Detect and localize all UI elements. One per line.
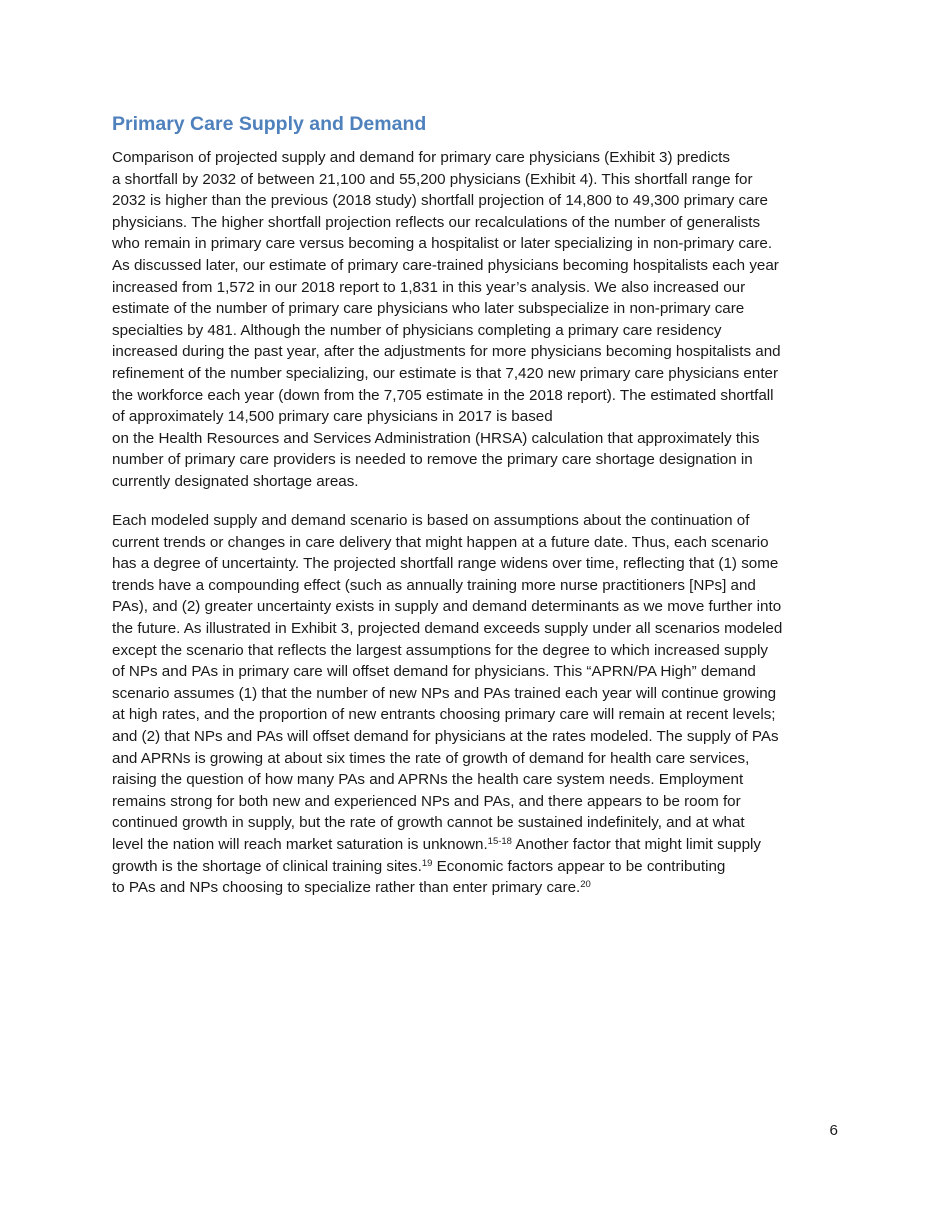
- text-line: estimate of the number of primary care physicians who later subspecialize in non-primary care: [112, 300, 745, 318]
- text-line-with-footnote: [112, 877, 782, 899]
- footnote-ref: 15-18: [487, 835, 512, 847]
- text-line: remains strong for both new and experienced NPs and PAs, and there appears to be room for: [112, 792, 741, 810]
- text-line: who remain in primary care versus becoming a hospitalist or later specializing in non-primary care.: [112, 235, 773, 253]
- paragraph-scenario-uncertainty: [112, 510, 782, 899]
- text-line: trends have a compounding effect (such as annually training more nurse practitioners [NPs] and: [112, 576, 756, 594]
- text-line: refinement of the number specializing, our estimate is that 7,420 new primary care physicians enter: [112, 364, 779, 382]
- line-text: level the nation will reach market saturation is unknown.: [112, 835, 488, 853]
- line-text: Economic factors appear to be contributing: [432, 857, 726, 875]
- text-line: increased during the past year, after the adjustments for more physicians becoming hospitalists and: [112, 343, 781, 361]
- text-line: has a degree of uncertainty. The projected shortfall range widens over time, reflecting that (1) some: [112, 555, 779, 573]
- footnote-ref: 19: [421, 857, 433, 869]
- text-line: and (2) that NPs and PAs will offset demand for physicians at the rates modeled. The supply of PAs: [112, 727, 779, 745]
- text-line: the future. As illustrated in Exhibit 3, projected demand exceeds supply under all scenarios modeled: [112, 619, 783, 637]
- text-line: specialties by 481. Although the number of physicians completing a primary care residency: [112, 321, 722, 339]
- text-line: Each modeled supply and demand scenario is based on assumptions about the continuation of: [112, 512, 750, 529]
- text-line: continued growth in supply, but the rate of growth cannot be sustained indefinitely, and at what: [112, 814, 745, 832]
- text-line: and APRNs is growing at about six times the rate of growth of demand for health care services,: [112, 749, 750, 767]
- text-line: of NPs and PAs in primary care will offset demand for physicians. This “APRN/PA High” demand: [112, 663, 756, 681]
- text-line: of approximately 14,500 primary care physicians in 2017 is based: [112, 408, 553, 426]
- text-line: Comparison of projected supply and demand for primary care physicians (Exhibit 3) predicts: [112, 149, 730, 166]
- text-line: except the scenario that reflects the largest assumptions for the degree to which increased supply: [112, 641, 768, 659]
- line-text: Another factor that might limit supply: [511, 835, 762, 853]
- text-line: raising the question of how many PAs and APRNs the health care system needs. Employment: [112, 771, 744, 789]
- line-text: to PAs and NPs choosing to specialize rather than enter primary care.: [112, 879, 581, 897]
- line-text: growth is the shortage of clinical training sites.: [112, 857, 422, 875]
- text-line: at high rates, and the proportion of new entrants choosing primary care will remain at recent levels;: [112, 706, 776, 724]
- text-line: physicians. The higher shortfall projection reflects our recalculations of the number of generalists: [112, 213, 761, 231]
- text-line: the workforce each year (down from the 7,705 estimate in the 2018 report). The estimated shortfall: [112, 386, 774, 404]
- text-line: increased from 1,572 in our 2018 report to 1,831 in this year’s analysis. We also increased our: [112, 278, 746, 296]
- text-line: a shortfall by 2032 of between 21,100 and 55,200 physicians (Exhibit 4). This shortfall range for: [112, 170, 753, 188]
- paragraph-supply-demand-comparison: [112, 147, 781, 493]
- page-number: 6: [829, 1122, 838, 1139]
- text-line: scenario assumes (1) that the number of new NPs and PAs trained each year will continue growing: [112, 684, 777, 702]
- text-line: number of primary care providers is needed to remove the primary care shortage designation in: [112, 451, 753, 469]
- section-heading: Primary Care Supply and Demand: [112, 113, 427, 135]
- text-line: As discussed later, our estimate of primary care-trained physicians becoming hospitalists each year: [112, 256, 779, 274]
- text-line: current trends or changes in care delivery that might happen at a future date. Thus, each scenario: [112, 533, 769, 551]
- text-line: PAs), and (2) greater uncertainty exists in supply and demand determinants as we move further into: [112, 598, 782, 616]
- text-line: 2032 is higher than the previous (2018 study) shortfall projection of 14,800 to 49,300 primary care: [112, 192, 768, 210]
- text-line-with-footnote: [112, 834, 782, 856]
- text-line: currently designated shortage areas.: [112, 472, 359, 490]
- text-line: on the Health Resources and Services Administration (HRSA) calculation that approximately this: [112, 429, 760, 447]
- footnote-ref: 20: [580, 879, 591, 891]
- text-line-with-footnote: [112, 856, 782, 878]
